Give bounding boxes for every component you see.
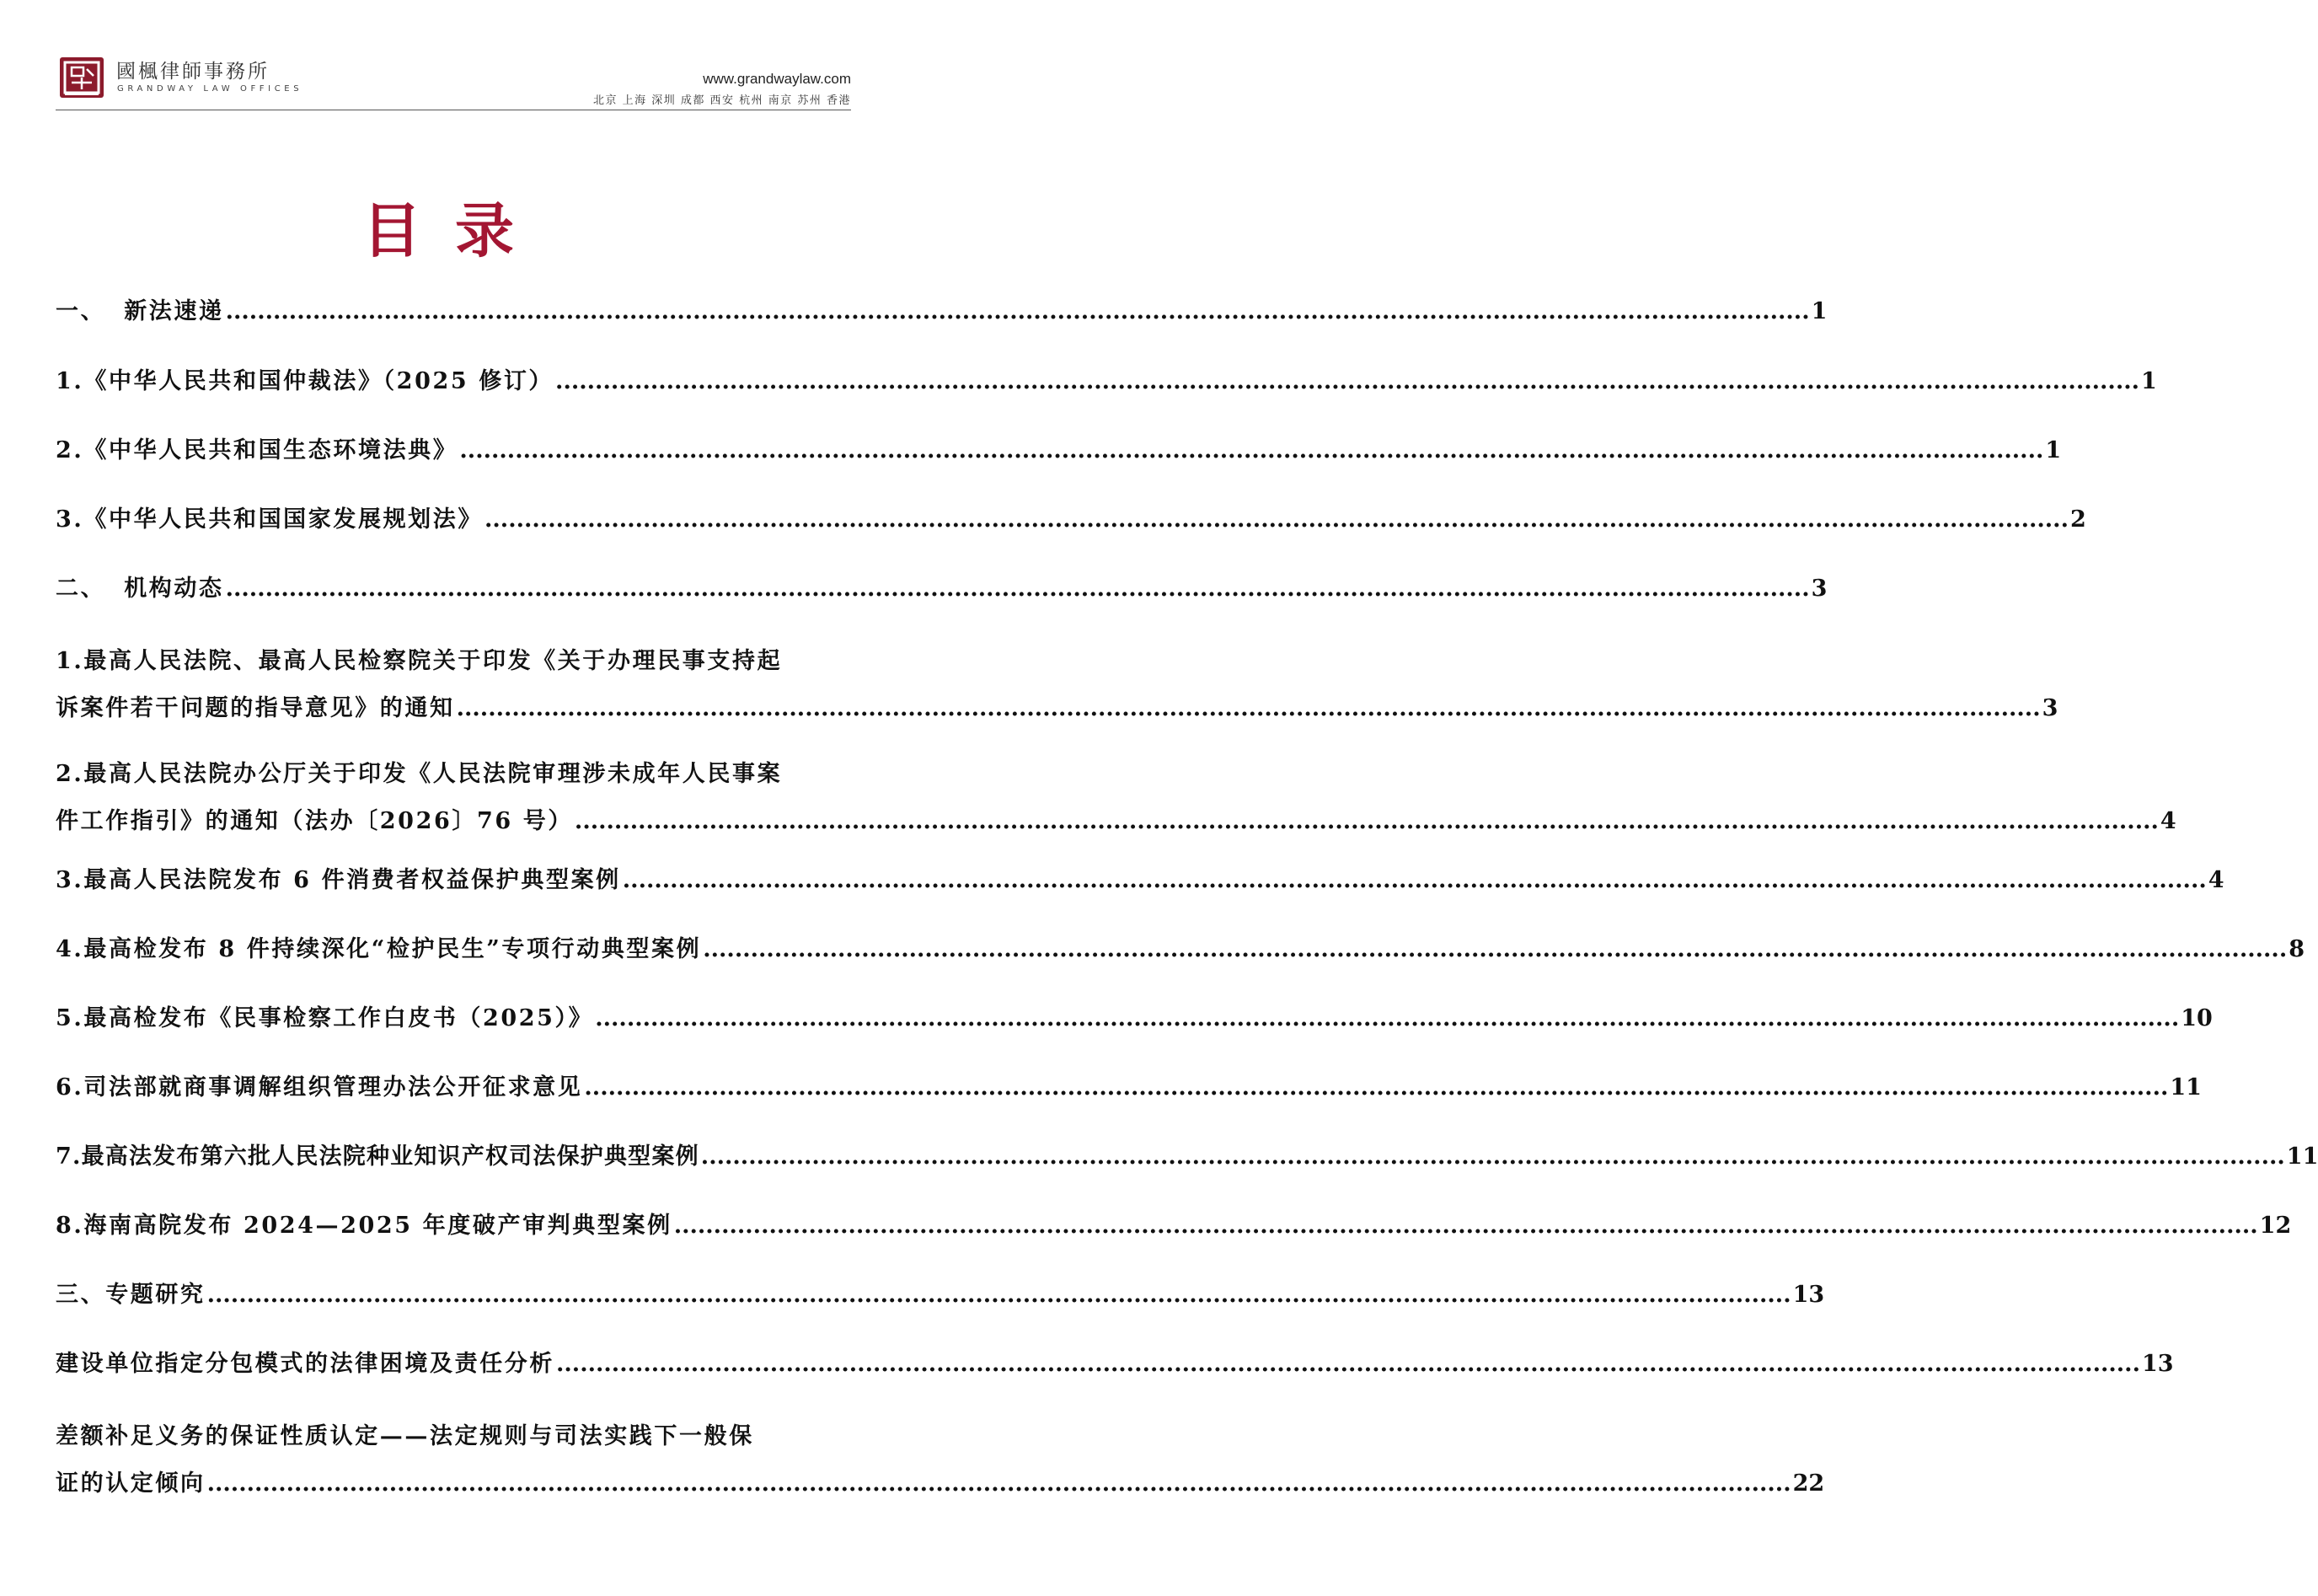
- grandway-logo-icon: [60, 57, 104, 98]
- toc-entry-text: 3.最高人民法院发布 6 件消费者权益保护典型案例: [56, 867, 621, 893]
- toc-entry-text: 三、专题研究: [56, 1282, 206, 1308]
- toc-page-number: 1: [2045, 437, 2062, 463]
- toc-leader-dots: ........................................................................................................................................................................................................: [206, 1282, 1791, 1308]
- toc-leader-dots: ........................................................................................................................................................................................................: [484, 506, 2069, 533]
- toc-entry-text: 新法速递: [124, 298, 224, 324]
- toc-entry[interactable]: [56, 1278, 1825, 1312]
- toc-leader-dots: ........................................................................................................................................................................................................: [206, 1470, 1791, 1497]
- toc-entry[interactable]: [56, 864, 2224, 897]
- toc-entry-text: 2.《中华人民共和国生态环境法典》: [56, 437, 458, 463]
- toc-page-number: 13: [2141, 1351, 2174, 1377]
- toc-entry-text-line1: 差额补足义务的保证性质认定——法定规则与司法实践下一般保: [56, 1423, 754, 1449]
- toc-entry[interactable]: [56, 295, 1828, 329]
- toc-entry[interactable]: [56, 572, 1828, 606]
- toc-title: 目录: [362, 195, 548, 265]
- website-link[interactable]: www.grandwaylaw.com: [703, 71, 851, 87]
- toc-page-number: 4: [2160, 808, 2176, 834]
- toc-entry-text-line1: 1.最高人民法院、最高人民检察院关于印发《关于办理民事支持起: [56, 648, 783, 674]
- toc-entry[interactable]: [56, 1347, 2174, 1381]
- toc-section-number: 二、: [56, 576, 106, 602]
- toc-entry-text: 机构动态: [124, 576, 224, 602]
- firm-name-cn: 國楓律師事務所: [116, 61, 270, 83]
- toc-page-number: 11: [2286, 1143, 2318, 1170]
- toc-entry[interactable]: [56, 1209, 2292, 1243]
- toc-entry-text: 建设单位指定分包模式的法律困境及责任分析: [56, 1351, 554, 1377]
- toc-leader-dots: ........................................................................................................................................................................................................: [700, 1143, 2285, 1170]
- toc-entry[interactable]: [56, 1002, 2213, 1036]
- toc-entry[interactable]: [56, 933, 2305, 967]
- toc-entry-text-line1: 2.最高人民法院办公厅关于印发《人民法院审理涉未成年人民事案: [56, 761, 783, 787]
- toc-entry-text: 6.司法部就商事调解组织管理办法公开征求意见: [56, 1074, 583, 1101]
- toc-leader-dots: ........................................................................................................................................................................................................: [673, 1213, 2258, 1239]
- toc-leader-dots: ........................................................................................................................................................................................................: [574, 808, 2159, 834]
- toc-entry[interactable]: [56, 1413, 1825, 1508]
- toc-leader-dots: ........................................................................................................................................................................................................: [225, 298, 1810, 324]
- toc-leader-dots: ........................................................................................................................................................................................................: [555, 368, 2140, 394]
- toc-leader-dots: ........................................................................................................................................................................................................: [556, 1351, 2140, 1377]
- toc-page-number: 11: [2170, 1074, 2202, 1101]
- toc-page-number: 4: [2208, 867, 2224, 893]
- toc-entry[interactable]: [56, 638, 2058, 732]
- toc-entry[interactable]: [56, 751, 2176, 845]
- toc-entry[interactable]: [56, 503, 2086, 537]
- toc-entry[interactable]: [56, 1071, 2202, 1105]
- toc-section-number: 一、: [56, 298, 106, 324]
- toc-entry[interactable]: [56, 434, 2062, 468]
- toc-entry-text: 3.《中华人民共和国国家发展规划法》: [56, 506, 483, 533]
- toc-entry-text: 8.海南高院发布 2024—2025 年度破产审判典型案例: [56, 1213, 672, 1239]
- toc-page-number: 1: [1811, 298, 1828, 324]
- toc-leader-dots: ........................................................................................................................................................................................................: [622, 867, 2207, 893]
- toc-entry-text: 4.最高检发布 8 件持续深化“检护民生”专项行动典型案例: [56, 936, 702, 962]
- toc-page-number: 8: [2289, 936, 2305, 962]
- toc-leader-dots: ........................................................................................................................................................................................................: [459, 437, 2044, 463]
- toc-entry-text: 诉案件若干问题的指导意见》的通知: [56, 695, 455, 721]
- toc-entry-text: 1.《中华人民共和国仲裁法》（2025 修订）: [56, 368, 554, 394]
- toc-entry-text: 证的认定倾向: [56, 1470, 206, 1497]
- toc-page-number: 10: [2181, 1005, 2213, 1031]
- toc-page-number: 12: [2259, 1213, 2292, 1239]
- toc-leader-dots: ........................................................................................................................................................................................................: [703, 936, 2288, 962]
- toc-leader-dots: ........................................................................................................................................................................................................: [456, 695, 2041, 721]
- office-cities: 北京 上海 深圳 成都 西安 杭州 南京 苏州 香港: [592, 94, 851, 107]
- toc-leader-dots: ........................................................................................................................................................................................................: [584, 1074, 2169, 1101]
- toc-page-number: 22: [1792, 1470, 1825, 1497]
- toc-entry-text: 7.最高法发布第六批人民法院种业知识产权司法保护典型案例: [56, 1143, 699, 1170]
- toc-leader-dots: ........................................................................................................................................................................................................: [595, 1005, 2180, 1031]
- page-header: [56, 54, 851, 113]
- toc-page-number: 2: [2069, 506, 2086, 533]
- toc-page-number: 3: [1811, 576, 1828, 602]
- toc-entry-text: 件工作指引》的通知（法办〔2026〕76 号）: [56, 808, 573, 834]
- toc-leader-dots: ........................................................................................................................................................................................................: [225, 576, 1810, 602]
- firm-name-en: GRANDWAY LAW OFFICES: [117, 84, 303, 94]
- toc-entry[interactable]: [56, 365, 2157, 399]
- toc-page-number: 1: [2141, 368, 2157, 394]
- toc-entry-text: 5.最高检发布《民事检察工作白皮书（2025）》: [56, 1005, 594, 1031]
- toc-entry[interactable]: [56, 1140, 2318, 1174]
- toc-page-number: 13: [1792, 1282, 1825, 1308]
- toc-page-number: 3: [2042, 695, 2058, 721]
